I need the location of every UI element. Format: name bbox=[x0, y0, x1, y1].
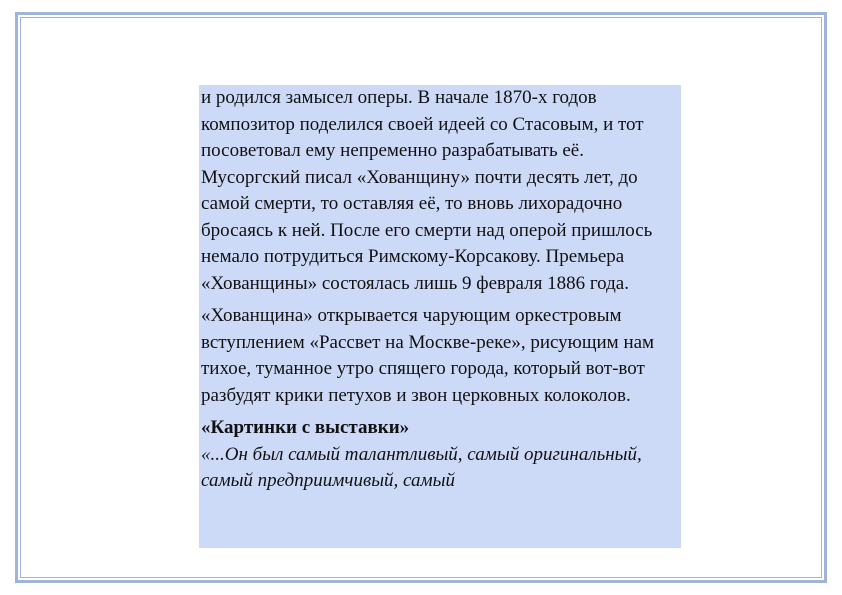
paragraph-opera-history: и родился замысел оперы. В начале 1870-х годов композитор поделился своей идеей со Стасовым, и тот посоветовал ему непременно разрабатывать её. Мусоргский писал «Хованщину» почти десять лет, до самой смерти, то оставляя её, то вновь лихорадочно бросаясь к ней. После его смерти над оперой пришлось немало потрудиться Римскому-Корсакову. Премьера «Хованщины» состоялась лишь 9 февраля 1886 года. bbox=[201, 87, 653, 294]
text-block bbox=[199, 85, 681, 548]
paragraph-overture: «Хованщина» открывается чарующим оркестровым вступлением «Рассвет на Москве-реке», рисующим нам тихое, туманное утро спящего города, который вот-вот разбудят крики петухов и звон церковных колоколов. bbox=[201, 305, 655, 406]
quote-text: «...Он был самый талантливый, самый оригинальный, самый предприимчивый, самый bbox=[201, 443, 642, 491]
section-heading: «Картинки с выставки» bbox=[201, 417, 410, 438]
